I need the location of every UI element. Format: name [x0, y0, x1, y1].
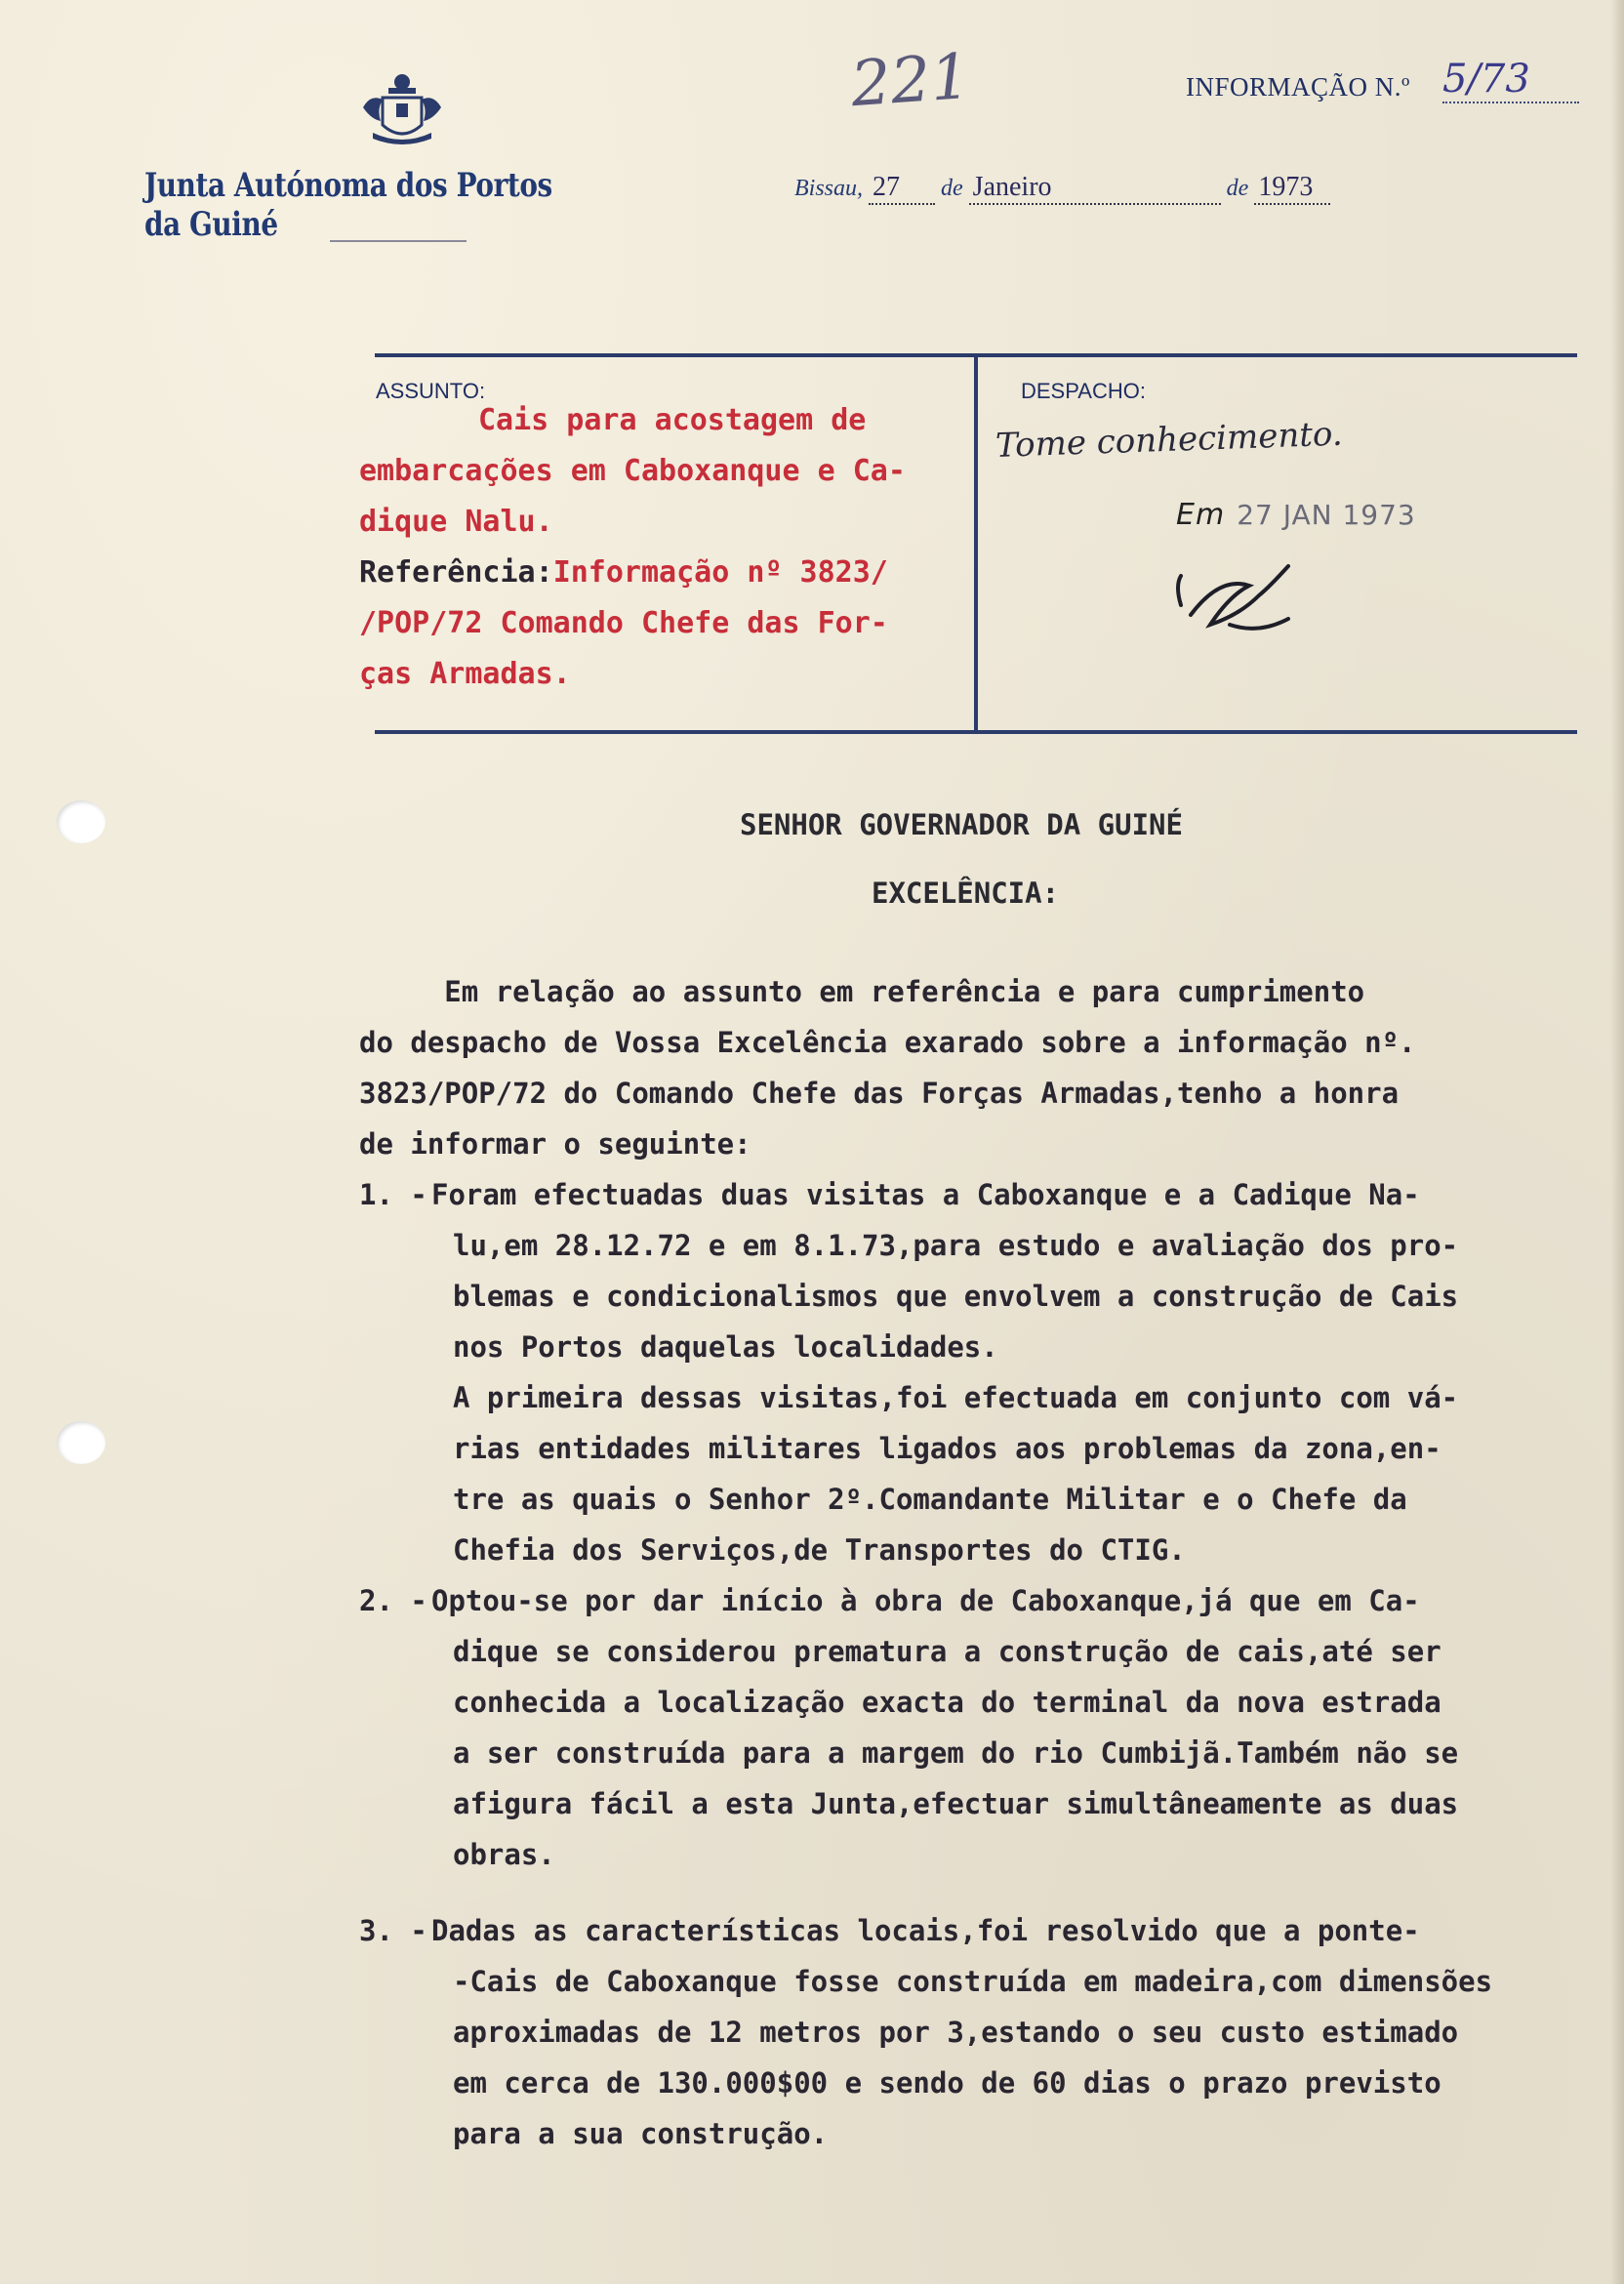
reference-text: Informação nº 3823/ — [552, 555, 888, 590]
item-line: Optou-se por dar início à obra de Caboxanque,já que em Ca- — [431, 1584, 1420, 1617]
punch-hole-top — [57, 800, 105, 843]
item-line: conhecida a localização exacta do terminal da nova estrada — [453, 1686, 1441, 1719]
handwritten-despacho: Tome conhecimento. — [995, 414, 1344, 466]
date-day: 27 — [869, 172, 935, 205]
numbered-item-2 — [359, 1575, 1608, 1880]
item-line: rias entidades militares ligados aos problemas da zona,en- — [453, 1432, 1441, 1465]
item-line: obras. — [453, 1838, 555, 1871]
date-stamp-prefix: Em — [1176, 498, 1226, 532]
date-stamp-value: 27 JAN 1973 — [1237, 499, 1416, 531]
date-de-2: de — [1226, 176, 1249, 201]
item-line: dique se considerou prematura a construção de cais,até ser — [453, 1635, 1441, 1668]
item-number: 1. - — [359, 1178, 427, 1211]
header-frame-divider — [974, 355, 978, 732]
information-number: 5/73 — [1442, 57, 1579, 103]
despacho-label: DESPACHO: — [1021, 379, 1146, 403]
organization-name: Junta Autónoma dos Portos da Guiné — [144, 166, 552, 244]
subject-line: Cais para acostagem de — [478, 403, 867, 437]
item-number: 2. - — [359, 1584, 427, 1617]
greeting: EXCELÊNCIA: — [872, 877, 1060, 910]
intro-line: Em relação ao assunto em referência e para cumprimento — [359, 975, 1365, 1008]
item-line: para a sua construção. — [453, 2117, 829, 2150]
item-line: Dadas as características locais,foi resolvido que a ponte- — [431, 1914, 1420, 1947]
intro-line: de informar o seguinte: — [359, 1127, 751, 1161]
item-line: blemas e condicionalismos que envolvem a construção de Cais — [453, 1280, 1459, 1313]
handwritten-signature — [1171, 547, 1327, 654]
reference-line: ças Armadas. — [359, 657, 571, 691]
item-line: Chefia dos Serviços,de Transportes do CTIG. — [453, 1533, 1186, 1567]
intro-line: 3823/POP/72 do Comando Chefe das Forças Armadas,tenho a honra — [359, 1077, 1400, 1110]
date-stamp — [1176, 498, 1416, 532]
reference-line — [359, 549, 954, 599]
item-line: afigura fácil a esta Junta,efectuar simultâneamente as duas — [453, 1787, 1459, 1820]
item-line: a ser construída para a margem do rio Cumbijã.Também não se — [453, 1736, 1459, 1770]
subject-line: embarcações em Caboxanque e Ca- — [359, 454, 906, 488]
date-line — [794, 172, 1330, 205]
item-line: tre as quais o Senhor 2º.Comandante Militar e o Chefe da — [453, 1483, 1407, 1516]
date-year: 1973 — [1254, 172, 1330, 205]
organization-underline — [330, 240, 467, 242]
item-line: lu,em 28.12.72 e em 8.1.73,para estudo e avaliação dos pro- — [453, 1229, 1459, 1262]
numbered-item-1 — [359, 1169, 1608, 1575]
addressee: SENHOR GOVERNADOR DA GUINÉ — [740, 808, 1183, 841]
assunto-label: ASSUNTO: — [376, 379, 486, 403]
date-month: Janeiro — [969, 172, 1221, 205]
coat-of-arms-icon — [353, 68, 451, 148]
item-line: aproximadas de 12 metros por 3,estando o seu custo estimado — [453, 2016, 1459, 2049]
handwritten-page-number: 221 — [848, 40, 973, 122]
subject-line: dique Nalu. — [359, 505, 553, 539]
item-line: -Cais de Caboxanque fosse construída em madeira,com dimensões — [453, 1965, 1493, 1998]
date-place: Bissau, — [794, 176, 864, 201]
item-line: em cerca de 130.000$00 e sendo de 60 dias o prazo previsto — [453, 2066, 1441, 2100]
item-line: nos Portos daquelas localidades. — [453, 1330, 998, 1364]
reference-label: Referência: — [359, 555, 553, 590]
item-line: A primeira dessas visitas,foi efectuada em conjunto com vá- — [453, 1381, 1459, 1414]
page-edge-shadow — [1610, 0, 1624, 2284]
item-line: Foram efectuadas duas visitas a Caboxanque e a Cadique Na- — [431, 1178, 1420, 1211]
information-label: INFORMAÇÃO N.º — [1186, 72, 1410, 102]
reference-line: /POP/72 Comando Chefe das For- — [359, 606, 888, 640]
intro-line: do despacho de Vossa Excelência exarado sobre a informação nº. — [359, 1026, 1416, 1059]
numbered-item-3 — [359, 1905, 1608, 2159]
punch-hole-bottom — [57, 1421, 105, 1464]
body-text — [359, 966, 1608, 2159]
subject-block — [359, 396, 954, 701]
date-de-1: de — [941, 176, 963, 201]
item-number: 3. - — [359, 1914, 427, 1947]
